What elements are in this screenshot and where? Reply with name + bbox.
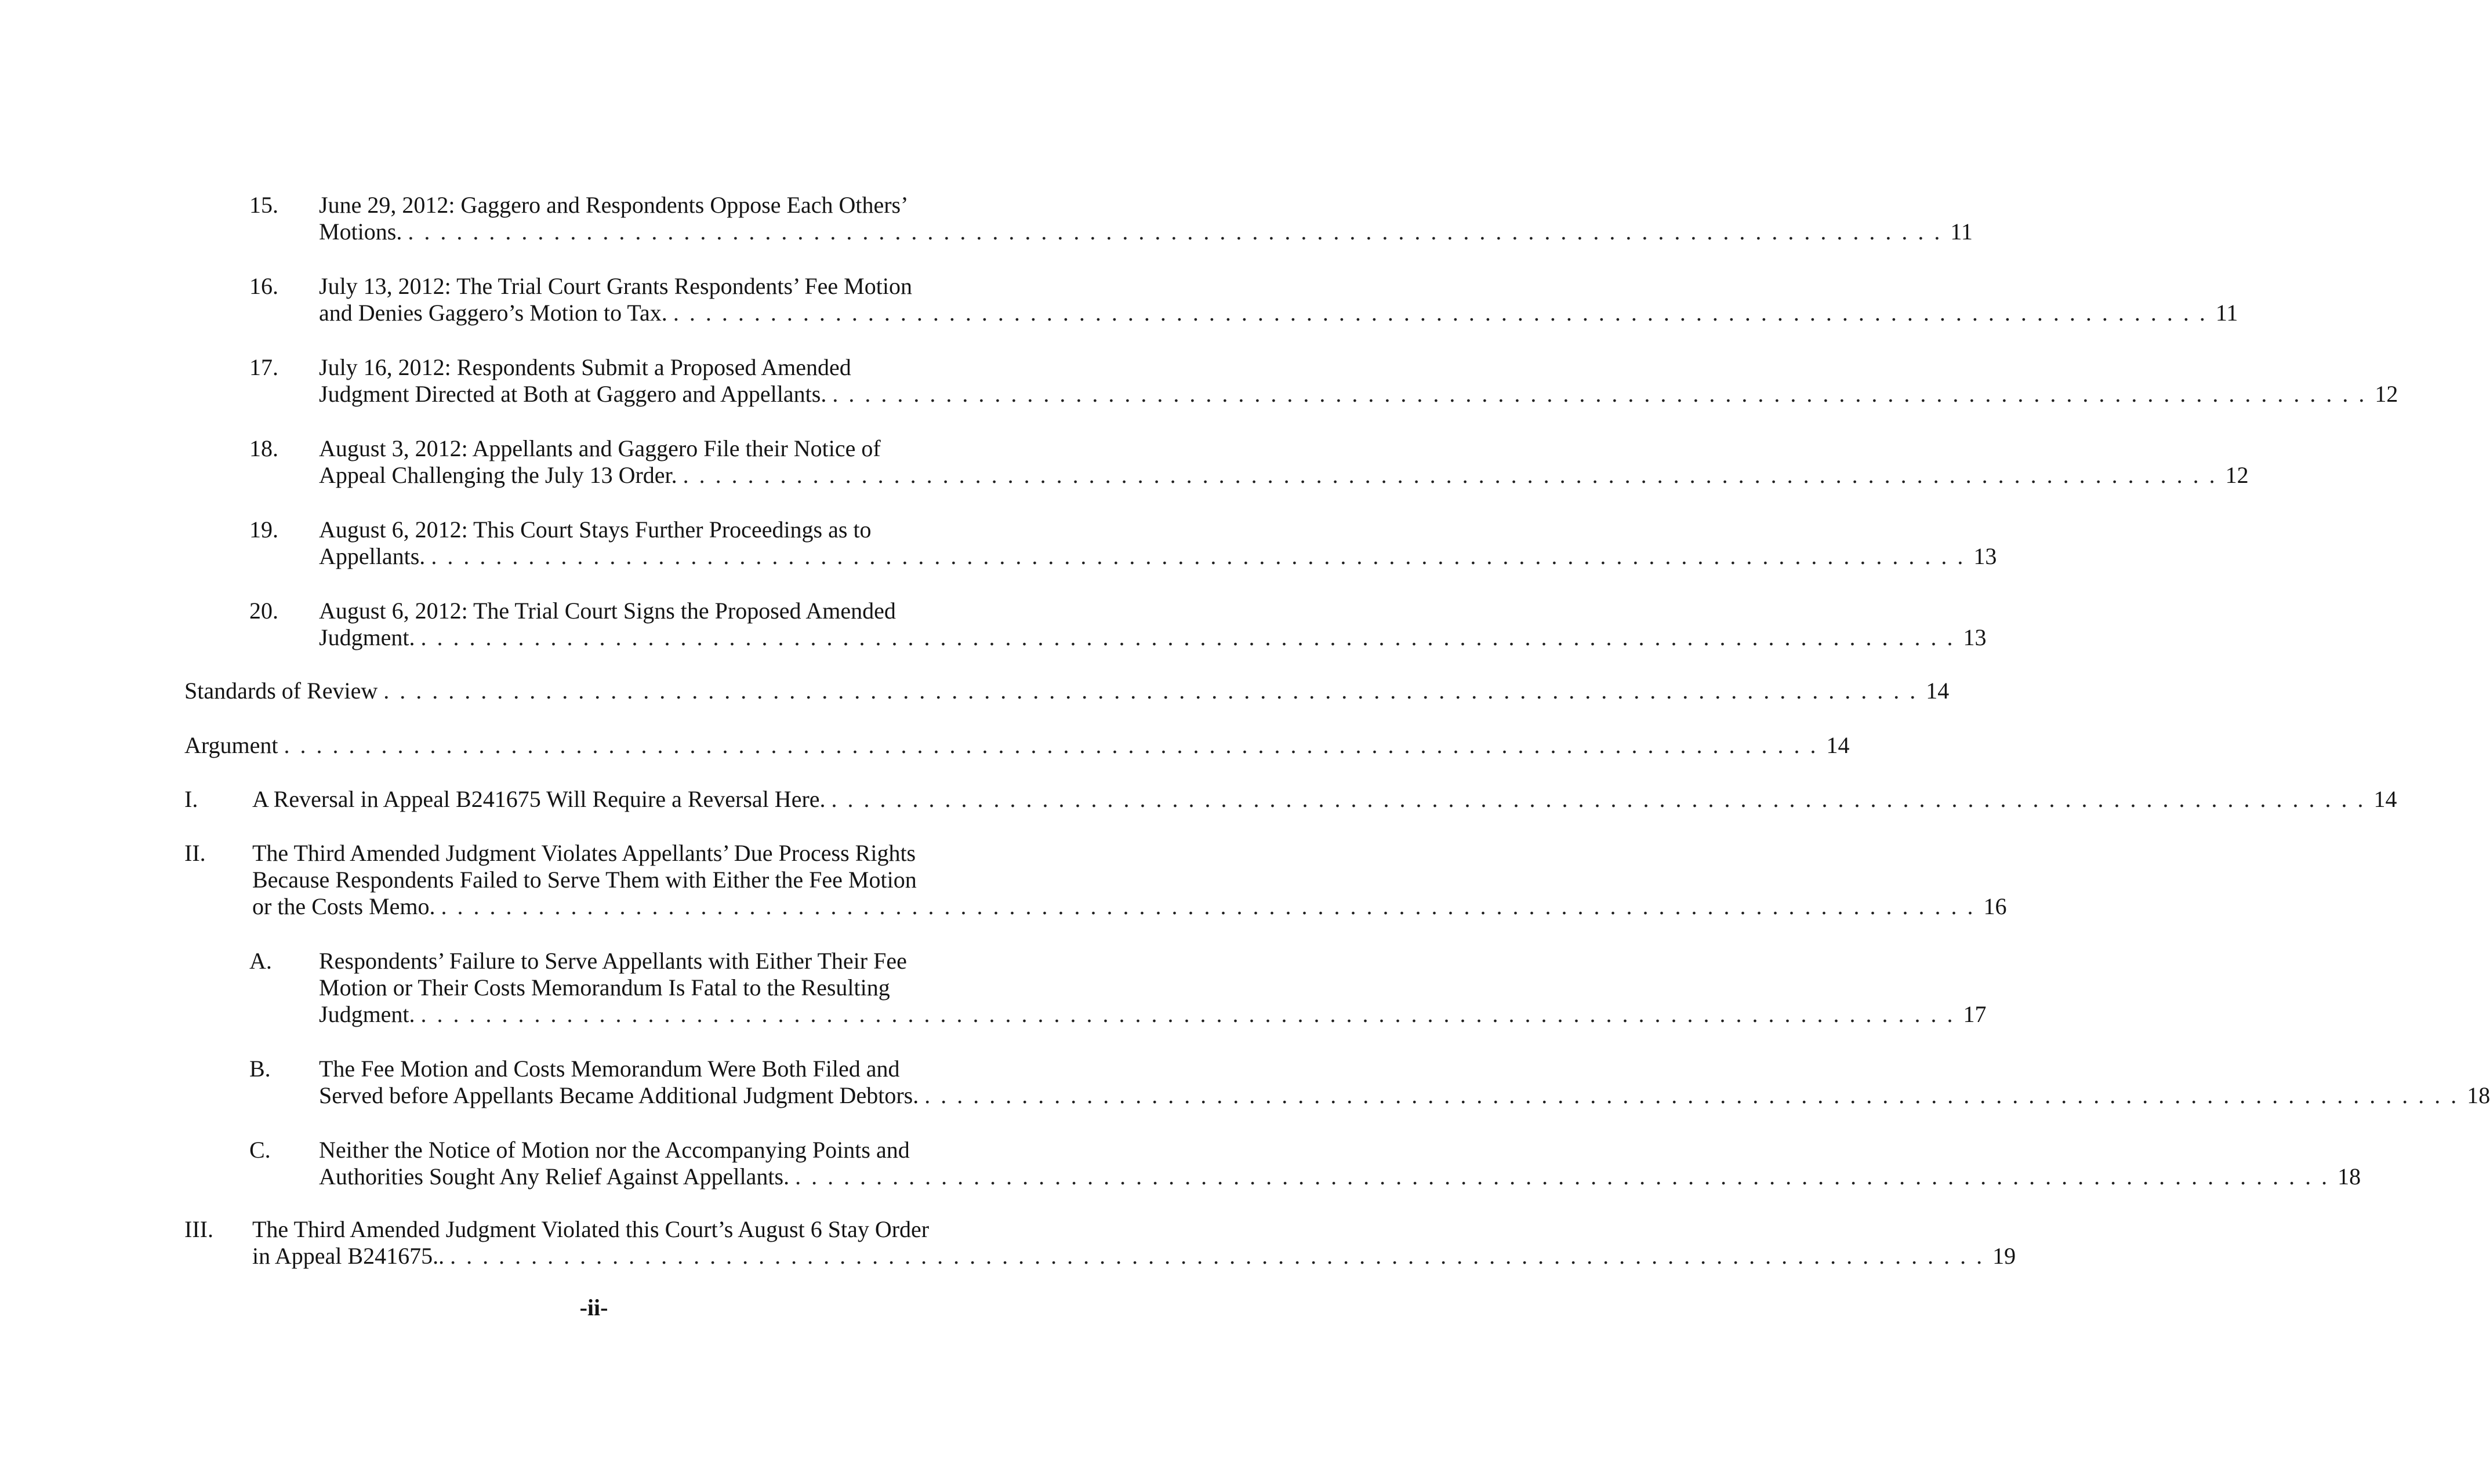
toc-entry-line	[319, 597, 896, 625]
toc-page-number: 13	[1973, 543, 1997, 569]
toc-page-number: 19	[1992, 1243, 2016, 1269]
toc-entry-line	[319, 272, 912, 300]
toc-page-number: 18	[2337, 1163, 2361, 1190]
toc-entry-line	[319, 191, 908, 219]
toc-page-number: 17	[1963, 1001, 1987, 1027]
dot-leader: . . . . . . . . . . . . . . . . . . . . . . . . . . . . . . . . . . . . . . . . . . . . . . . . . . . . . . . . . . . . . . . . . . . . . . . . . . . . . . . . . . . . . . . . . . . . . . .	[420, 624, 1955, 650]
toc-entry-text: or the Costs Memo.	[252, 893, 435, 919]
toc-entry-text: Argument	[184, 732, 278, 758]
toc-entry-number: 17.	[249, 354, 278, 380]
toc-entry-line	[319, 1055, 899, 1083]
toc-page-number: 12	[2225, 462, 2249, 488]
toc-page-number: 16	[1983, 893, 2007, 919]
toc-entry-text: in Appeal B241675..	[252, 1243, 445, 1269]
toc-entry-last-line	[319, 1163, 2361, 1191]
toc-entry-last-line	[319, 624, 1987, 652]
toc-entry-number: II.	[184, 840, 206, 866]
toc-page-number: 14	[2373, 786, 2397, 812]
toc-entry-last-line	[319, 1082, 2490, 1110]
toc-entry-text: July 16, 2012: Respondents Submit a Proposed Amended	[319, 354, 851, 380]
dot-leader: . . . . . . . . . . . . . . . . . . . . . . . . . . . . . . . . . . . . . . . . . . . . . . . . . . . . . . . . . . . . . . . . . . . . . . . . . . . . . . . . . . . . . . . . . . . . . . .	[673, 300, 2208, 326]
toc-entry-line	[319, 516, 872, 544]
dot-leader: . . . . . . . . . . . . . . . . . . . . . . . . . . . . . . . . . . . . . . . . . . . . . . . . . . . . . . . . . . . . . . . . . . . . . . . . . . . . . . . . . . . . . . . . . . . . . . .	[441, 893, 1976, 919]
page-number-footer: -ii-	[579, 1294, 608, 1321]
toc-entry-last-line	[319, 461, 2249, 489]
toc-entry-line	[252, 1216, 929, 1243]
toc-entry-last-line	[319, 543, 1997, 570]
dot-leader: . . . . . . . . . . . . . . . . . . . . . . . . . . . . . . . . . . . . . . . . . . . . . . . . . . . . . . . . . . . . . . . . . . . . . . . . . . . . . . . . . . . . . . . . . . . . . . .	[450, 1243, 1985, 1269]
toc-entry-text: Neither the Notice of Motion nor the Accompanying Points and	[319, 1137, 910, 1163]
toc-entry-text: July 13, 2012: The Trial Court Grants Respondents’ Fee Motion	[319, 273, 912, 299]
toc-entry-number: 20.	[249, 598, 278, 624]
toc-page-number: 11	[2215, 300, 2238, 326]
toc-entry-text: August 6, 2012: The Trial Court Signs the Proposed Amended	[319, 598, 896, 624]
toc-entry-line	[319, 1136, 910, 1164]
toc-entry-last-line	[184, 677, 1950, 705]
toc-entry-number: 16.	[249, 273, 278, 299]
toc-entry-text: The Third Amended Judgment Violates Appellants’ Due Process Rights	[252, 840, 916, 866]
toc-entry-last-line	[252, 785, 2397, 813]
toc-entry-number: 15.	[249, 192, 278, 218]
toc-entry-text: Judgment.	[319, 624, 415, 650]
toc-entry-text: Appeal Challenging the July 13 Order.	[319, 462, 677, 488]
dot-leader: . . . . . . . . . . . . . . . . . . . . . . . . . . . . . . . . . . . . . . . . . . . . . . . . . . . . . . . . . . . . . . . . . . . . . . . . . . . . . . . . . . . . . . . . . . . . . . .	[284, 732, 1819, 758]
toc-entry-number: 19.	[249, 517, 278, 543]
toc-entry-line	[319, 354, 851, 381]
dot-leader: . . . . . . . . . . . . . . . . . . . . . . . . . . . . . . . . . . . . . . . . . . . . . . . . . . . . . . . . . . . . . . . . . . . . . . . . . . . . . . . . . . . . . . . . . . . . . . .	[420, 1001, 1955, 1027]
toc-page-number: 13	[1963, 624, 1987, 650]
toc-entry-line	[319, 947, 907, 975]
toc-entry-text: Standards of Review	[184, 678, 378, 704]
dot-leader: . . . . . . . . . . . . . . . . . . . . . . . . . . . . . . . . . . . . . . . . . . . . . . . . . . . . . . . . . . . . . . . . . . . . . . . . . . . . . . . . . . . . . . . . . . . . . . .	[831, 786, 2366, 812]
toc-page-number: 14	[1826, 732, 1850, 758]
toc-entry-text: Motions.	[319, 219, 402, 245]
dot-leader: . . . . . . . . . . . . . . . . . . . . . . . . . . . . . . . . . . . . . . . . . . . . . . . . . . . . . . . . . . . . . . . . . . . . . . . . . . . . . . . . . . . . . . . . . . . . . . .	[924, 1082, 2459, 1108]
toc-entry-text: August 6, 2012: This Court Stays Further Proceedings as to	[319, 517, 872, 543]
toc-entry-number: A.	[249, 948, 272, 974]
dot-leader: . . . . . . . . . . . . . . . . . . . . . . . . . . . . . . . . . . . . . . . . . . . . . . . . . . . . . . . . . . . . . . . . . . . . . . . . . . . . . . . . . . . . . . . . . . . . . . .	[683, 462, 2217, 488]
toc-entry-text: August 3, 2012: Appellants and Gaggero File their Notice of	[319, 435, 881, 461]
toc-entry-number: C.	[249, 1137, 271, 1163]
toc-entry-text: Appellants.	[319, 543, 426, 569]
toc-entry-last-line	[319, 380, 2398, 408]
toc-entry-text: A Reversal in Appeal B241675 Will Require a Reversal Here.	[252, 786, 826, 812]
toc-entry-line	[319, 974, 890, 1002]
toc-entry-last-line	[252, 1242, 2016, 1270]
dot-leader: . . . . . . . . . . . . . . . . . . . . . . . . . . . . . . . . . . . . . . . . . . . . . . . . . . . . . . . . . . . . . . . . . . . . . . . . . . . . . . . . . . . . . . . . . . . . . . .	[383, 678, 1918, 704]
toc-entry-last-line	[252, 893, 2007, 921]
toc-entry-text: Authorities Sought Any Relief Against Appellants.	[319, 1163, 790, 1190]
toc-entry-text: Judgment Directed at Both at Gaggero and Appellants.	[319, 381, 827, 407]
toc-page-number: 11	[1950, 219, 1973, 245]
toc-entry-number: B.	[249, 1056, 271, 1082]
toc-page-number: 14	[1926, 678, 1950, 704]
toc-entry-number: I.	[184, 786, 198, 812]
toc-entry-text: Because Respondents Failed to Serve Them with Either the Fee Motion	[252, 867, 917, 893]
toc-entry-text: Motion or Their Costs Memorandum Is Fatal to the Resulting	[319, 974, 890, 1001]
dot-leader: . . . . . . . . . . . . . . . . . . . . . . . . . . . . . . . . . . . . . . . . . . . . . . . . . . . . . . . . . . . . . . . . . . . . . . . . . . . . . . . . . . . . . . . . . . . . . . .	[408, 219, 1943, 245]
toc-entry-last-line	[319, 218, 1973, 246]
toc-entry-text: June 29, 2012: Gaggero and Respondents Oppose Each Others’	[319, 192, 909, 218]
toc-page-number: 18	[2467, 1082, 2490, 1108]
toc-entry-last-line	[319, 299, 2238, 327]
dot-leader: . . . . . . . . . . . . . . . . . . . . . . . . . . . . . . . . . . . . . . . . . . . . . . . . . . . . . . . . . . . . . . . . . . . . . . . . . . . . . . . . . . . . . . . . . . . . . . .	[832, 381, 2367, 407]
toc-entry-line	[252, 866, 917, 894]
toc-entry-number: III.	[184, 1216, 213, 1242]
toc-entry-line	[319, 435, 881, 463]
toc-entry-text: The Third Amended Judgment Violated this Court’s August 6 Stay Order	[252, 1216, 930, 1242]
toc-entry-text: Judgment.	[319, 1001, 415, 1027]
toc-entry-last-line	[184, 732, 1850, 759]
dot-leader: . . . . . . . . . . . . . . . . . . . . . . . . . . . . . . . . . . . . . . . . . . . . . . . . . . . . . . . . . . . . . . . . . . . . . . . . . . . . . . . . . . . . . . . . . . . . . . .	[431, 543, 1966, 569]
toc-entry-text: Respondents’ Failure to Serve Appellants with Either Their Fee	[319, 948, 907, 974]
toc-entry-number: 18.	[249, 435, 278, 461]
toc-entry-line	[252, 839, 916, 867]
toc-entry-text: The Fee Motion and Costs Memorandum Were Both Filed and	[319, 1056, 900, 1082]
toc-entry-text: and Denies Gaggero’s Motion to Tax.	[319, 300, 667, 326]
toc-entry-last-line	[319, 1001, 1987, 1028]
dot-leader: . . . . . . . . . . . . . . . . . . . . . . . . . . . . . . . . . . . . . . . . . . . . . . . . . . . . . . . . . . . . . . . . . . . . . . . . . . . . . . . . . . . . . . . . . . . . . . .	[795, 1163, 2330, 1190]
toc-entry-text: Served before Appellants Became Additional Judgment Debtors.	[319, 1082, 919, 1108]
toc-page-number: 12	[2375, 381, 2398, 407]
